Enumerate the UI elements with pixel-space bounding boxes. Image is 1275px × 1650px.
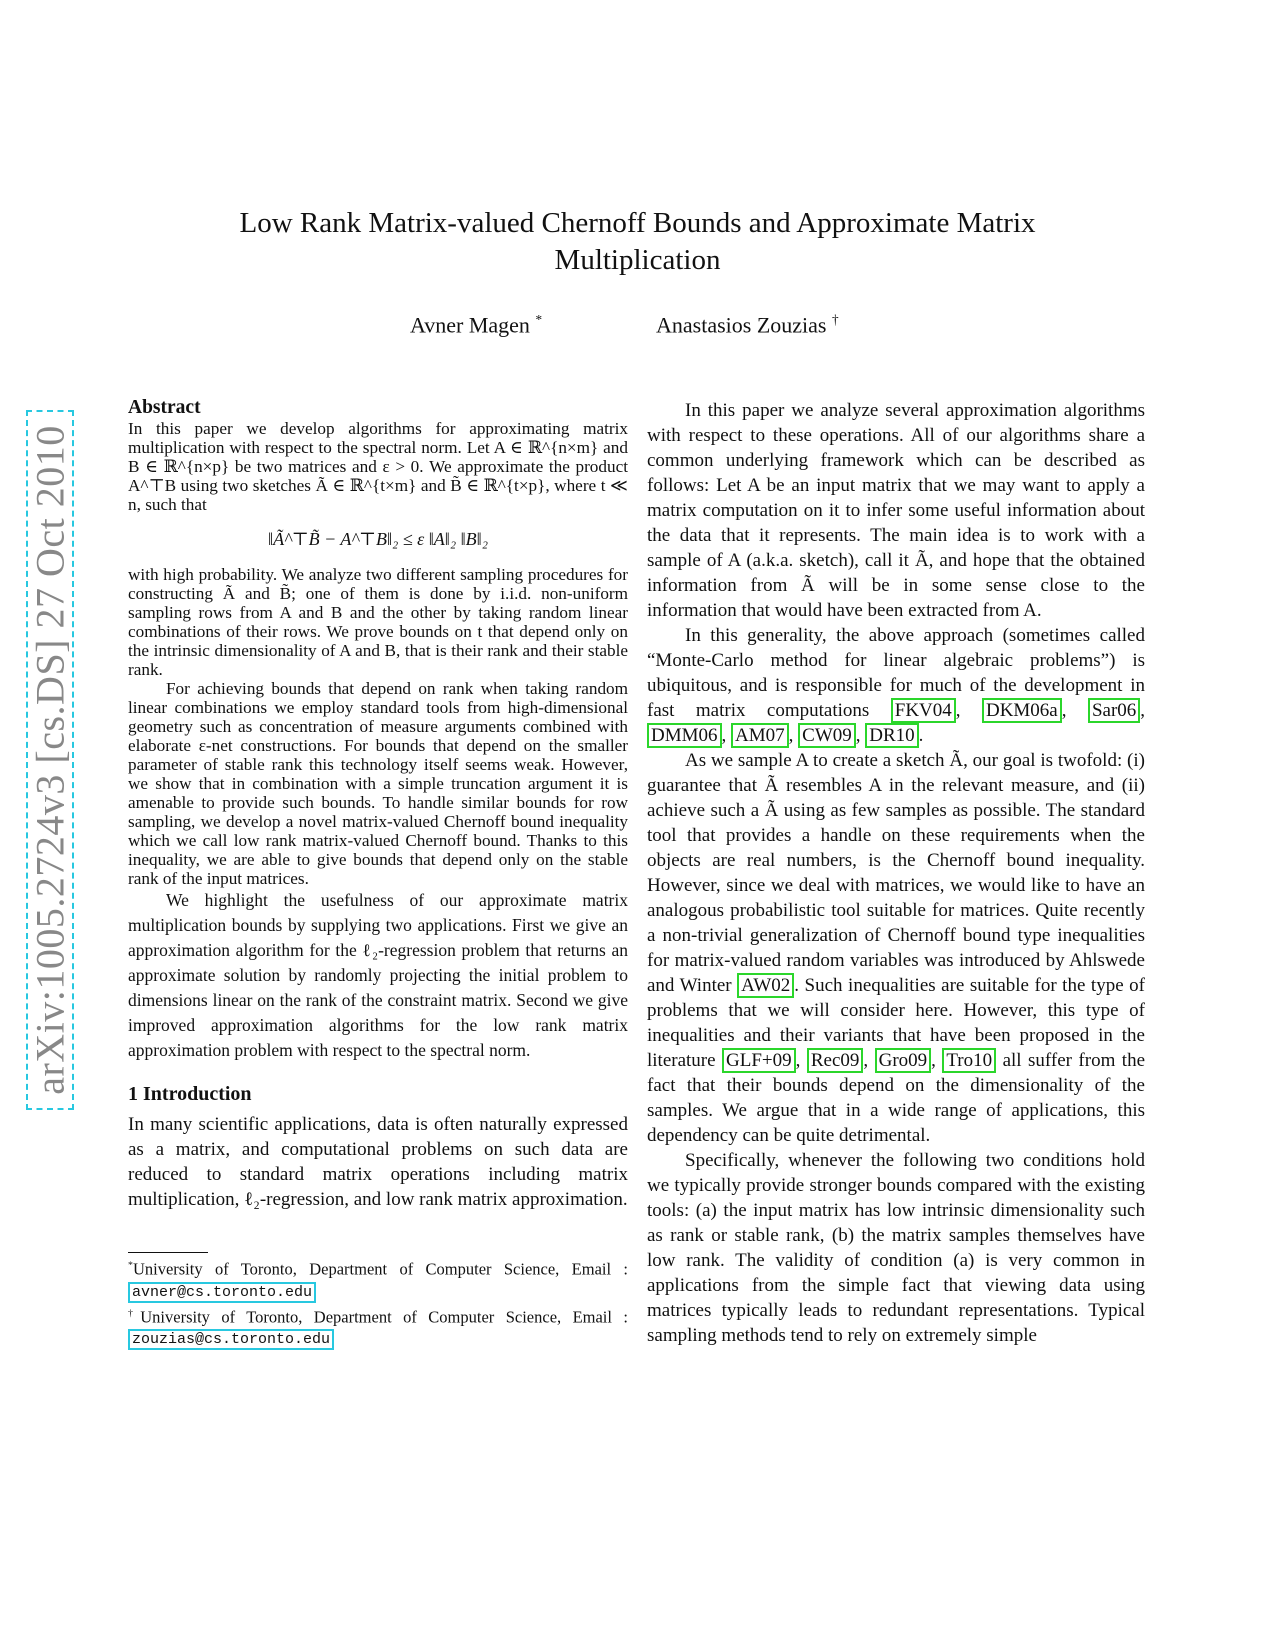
author-2-footnote-mark[interactable]: † [831, 312, 839, 327]
citation-link[interactable]: Tro10 [942, 1048, 996, 1073]
abstract-heading: Abstract [128, 397, 201, 418]
author-2-name: Anastasios Zouzias [656, 312, 827, 338]
citation-link[interactable]: DKM06a [982, 698, 1062, 723]
footnote-1 [128, 1255, 628, 1303]
footnote-2-text: University of Toronto, Department of Computer Science, Email : [140, 1307, 628, 1326]
right-paragraph-4: Specifically, whenever the following two conditions hold we typically provide stronger bounds compared with the existing tools: (a) the input matrix has low intrinsic dimensionality such as rank or stable rank, (b) the matrix samples themselves have low rank. The validity of condition (a) is very common in applications from the simple fact that viewing data using matrices typically leads to redundant representations. Typical sampling methods tend to rely on extremely simple [647, 1150, 1145, 1346]
citation-link[interactable]: DR10 [865, 723, 918, 748]
right-column [647, 398, 1145, 1348]
citation-link[interactable]: FKV04 [891, 698, 956, 723]
abstract-paragraph-1: In this paper we develop algorithms for approximating matrix multiplication with respect to the spectral norm. Let A ∈ ℝ^{n×m} and B ∈ ℝ^{n×p} be two matrices and ε > 0. We approximate the product A^⊤B using two sketches Ã ∈ ℝ^{t×m} and B̃ ∈ ℝ^{t×p}, where t ≪ n, such that [128, 419, 628, 514]
citation-link[interactable]: Sar06 [1088, 698, 1140, 723]
footnote-2 [128, 1303, 628, 1351]
right-paragraph-2: In this generality, the above approach (sometimes called “Monte-Carlo method for linear algebraic problems”) is ubiquitous, and is responsible for much of the development in fast matrix computations FKV04 , DKM06a , Sar06 , DMM06 , AM07 , CW09 , DR10 . [647, 625, 1146, 746]
right-paragraph-3: As we sample A to create a sketch Ã, our goal is twofold: (i) guarantee that Ã resembles A in the relevant measure, and (ii) achieve such a Ã using as few samples as possible. The standard tool that provides a handle on these requirements when the objects are real numbers, is the Chernoff bound inequality. However, since we deal with matrices, we would like to have an analogous probabilistic tool suitable for matrices. Quite recently a non-trivial generalization of Chernoff bound type inequalities for matrix-valued random variables was introduced by Ahlswede and Winter AW02 . Such inequalities are suitable for the type of problems that we will consider here. However, this type of inequalities and their variants that have been proposed in the literature GLF+09 , Rec09 , Gro09 , Tro10 all suffer from the fact that their bounds depend on the dimensionality of the samples. We argue that in a wide range of applications, this dependency can be quite detrimental. [647, 750, 1146, 1146]
citation-link[interactable]: AW02 [737, 973, 794, 998]
author-1-footnote-mark[interactable]: * [535, 312, 543, 327]
citation-link[interactable]: AM07 [731, 723, 789, 748]
citation-link[interactable]: GLF+09 [722, 1048, 796, 1073]
citation-link[interactable]: DMM06 [647, 723, 722, 748]
author-1-name: Avner Magen [410, 312, 530, 338]
abstract-paragraph-3: For achieving bounds that depend on rank when taking random linear combinations we employ standard tools from high-dimensional geometry such as concentration of measure arguments combined with elaborate ε-net constructions. For bounds that depend on the smaller parameter of stable rank this technology itself seems weak. However, we show that in combination with a simple truncation argument it is amenable to provide such bounds. To handle similar bounds for row sampling, we develop a novel matrix-valued Chernoff bound inequality which we call low rank matrix-valued Chernoff bound. Thanks to this inequality, we are able to give bounds that depend only on the stable rank of the input matrices. [128, 679, 628, 888]
right-paragraph-3-text-b: . Such inequalities are suitable for the type of problems that we will consider here. However, this type of inequalities and their variants that have been proposed in the literature [647, 975, 1145, 1071]
arxiv-identifier[interactable]: arXiv:1005.2724v3 [cs.DS] 27 Oct 2010 [27, 425, 73, 1095]
footnote-1-mark: * [128, 1260, 133, 1271]
section-heading-introduction: 1 Introduction [128, 1083, 252, 1105]
author-1 [410, 312, 542, 338]
abstract-paragraph-4: We highlight the usefulness of our approximate matrix multiplication bounds by supplying two applications. First we give an approximation algorithm for the ℓ₂-regression problem that returns an approximate solution by randomly projecting the initial problem to dimensions linear on the rank of the constraint matrix. Second we give improved approximation algorithms for the low rank matrix approximation problem with respect to the spectral norm. [128, 890, 628, 1060]
footnote-rule [128, 1252, 208, 1253]
footnote-2-mark: † [128, 1307, 141, 1319]
intro-paragraph-1: In many scientific applications, data is often naturally expressed as a matrix, and computational problems on such data are reduced to standard matrix operations including matrix multiplication, ℓ₂-regression, and low rank matrix approximation. [128, 1114, 628, 1210]
author-2 [656, 312, 839, 338]
right-paragraph-3-text-a: As we sample A to create a sketch Ã, our goal is twofold: (i) guarantee that Ã resembles A in the relevant measure, and (ii) achieve such a Ã using as few samples as possible. The standard tool that provides a handle on these requirements when the objects are real numbers, is the Chernoff bound inequality. However, since we deal with matrices, we would like to have an analogous probabilistic tool suitable for matrices. Quite recently a non-trivial generalization of Chernoff bound type inequalities for matrix-valued random variables was introduced by Ahlswede and Winter [647, 750, 1145, 996]
footnote-2-email-link[interactable]: zouzias@cs.toronto.edu [128, 1329, 334, 1350]
citation-link[interactable]: CW09 [798, 723, 856, 748]
paper-title: Low Rank Matrix-valued Chernoff Bounds and Approximate Matrix Multiplication [239, 207, 1036, 276]
citation-link[interactable]: Rec09 [807, 1048, 864, 1073]
abstract-paragraph-2: with high probability. We analyze two different sampling procedures for constructing Ã and B̃; one of them is done by i.i.d. non-uniform sampling rows from A and B and the other by taking random linear combinations of their rows. We prove bounds on t that depend only on the intrinsic dimensionality of A and B, that is their rank and their stable rank. [128, 565, 628, 679]
right-paragraph-3-text-c: all suffer from the fact that their bounds depend on the dimensionality of the samples. We argue that in a wide range of applications, this dependency can be quite detrimental. [647, 1050, 1146, 1146]
citation-link[interactable]: Gro09 [875, 1048, 932, 1073]
right-paragraph-1: In this paper we analyze several approximation algorithms with respect to these operations. All of our algorithms share a common underlying framework which can be described as follows: Let A be an input matrix that we may want to apply a matrix computation on it to infer some useful information about the data that it represents. The main idea is to work with a sample of A (a.k.a. sketch), call it Ã, and hope that the obtained information from Ã will be in some sense close to the information that would have been extracted from A. [647, 400, 1145, 621]
abstract-equation: ‖Ã^⊤B̃ − A^⊤B‖₂ ≤ ε ‖A‖₂ ‖B‖₂ [268, 529, 488, 549]
footnote-1-email-link[interactable]: avner@cs.toronto.edu [128, 1282, 316, 1303]
left-column [128, 398, 628, 1350]
footnote-1-text: University of Toronto, Department of Computer Science, Email : [132, 1259, 628, 1279]
right-paragraph-2-text: In this generality, the above approach (sometimes called “Monte-Carlo method for linear algebraic problems”) is ubiquitous, and is responsible for much of the development in fast matrix computations [647, 625, 1145, 721]
